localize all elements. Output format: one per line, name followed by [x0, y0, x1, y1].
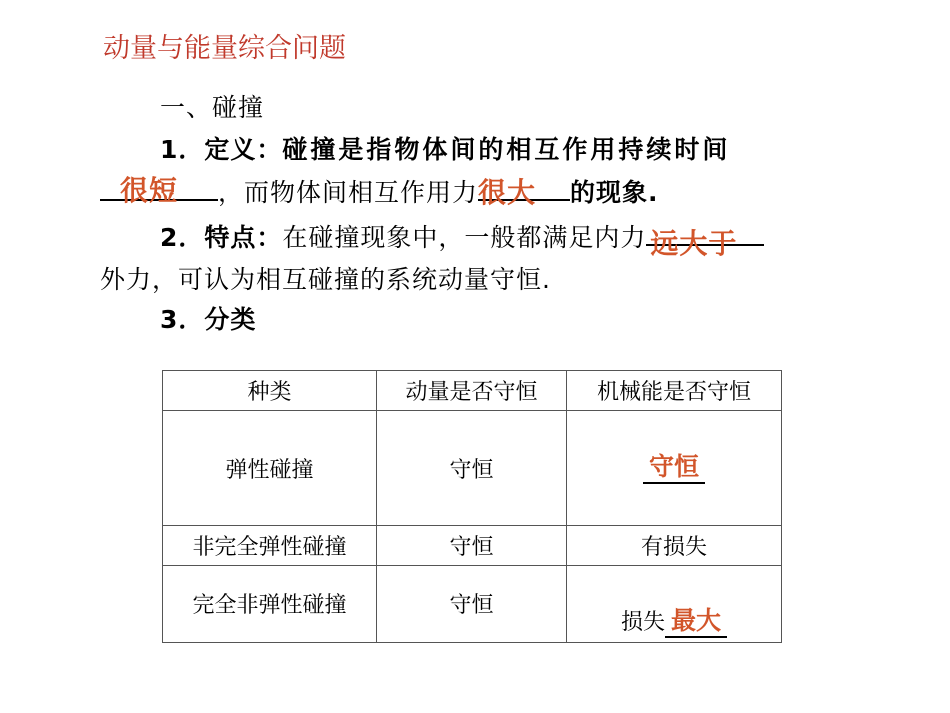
- row-momentum-elastic: 守恒: [377, 411, 567, 526]
- definition-text-2: ，而物体间相互作用力: [218, 178, 479, 207]
- row-momentum-inelastic: 守恒: [377, 526, 567, 566]
- feature-line-2: 外力，可认为相互碰撞的系统动量守恒.: [100, 265, 551, 294]
- page-title: 动量与能量综合问题: [103, 33, 346, 64]
- table-header-row: [163, 371, 782, 411]
- section-heading: 一、碰撞: [160, 93, 265, 122]
- row-energy-elastic: [567, 411, 782, 526]
- header-energy: 机械能是否守恒: [567, 371, 782, 411]
- answer-large: 很大: [478, 176, 537, 209]
- definition-text-1: 碰撞是指物体间的相互作用持续时间: [282, 135, 731, 164]
- header-momentum: 动量是否守恒: [377, 371, 567, 411]
- answer-conserved: 守恒: [643, 452, 705, 484]
- classify-heading: 3．分类: [160, 305, 257, 334]
- definition-text-3: 的现象.: [570, 178, 659, 207]
- header-type: 种类: [163, 371, 377, 411]
- definition-line-1: [160, 130, 730, 166]
- row-type-inelastic: 非完全弹性碰撞: [163, 526, 377, 566]
- row-type-perfectly-inelastic: 完全非弹性碰撞: [163, 566, 377, 643]
- blank-1: [100, 174, 218, 207]
- blank-3: [646, 220, 764, 260]
- row-type-elastic: 弹性碰撞: [163, 411, 377, 526]
- feature-line-1: [160, 218, 764, 260]
- row-energy-perfectly-inelastic: [567, 566, 782, 643]
- table-row: [163, 526, 782, 566]
- table-row: [163, 411, 782, 526]
- collision-table: [162, 370, 782, 643]
- row-energy-inelastic: 有损失: [567, 526, 782, 566]
- energy-loss-prefix: 损失: [620, 610, 665, 635]
- definition-line-2: [100, 173, 659, 209]
- feature-text-1: 在碰撞现象中，一般都满足内力: [282, 223, 647, 252]
- answer-short: 很短: [120, 174, 179, 207]
- blank-2: [478, 175, 570, 209]
- feature-label: 2．特点：: [160, 223, 283, 252]
- definition-label: 1．定义：: [160, 135, 283, 164]
- answer-greater: 远大于: [650, 227, 738, 260]
- answer-maximum: 最大: [665, 606, 727, 638]
- row-momentum-perfectly-inelastic: 守恒: [377, 566, 567, 643]
- table-row: [163, 566, 782, 643]
